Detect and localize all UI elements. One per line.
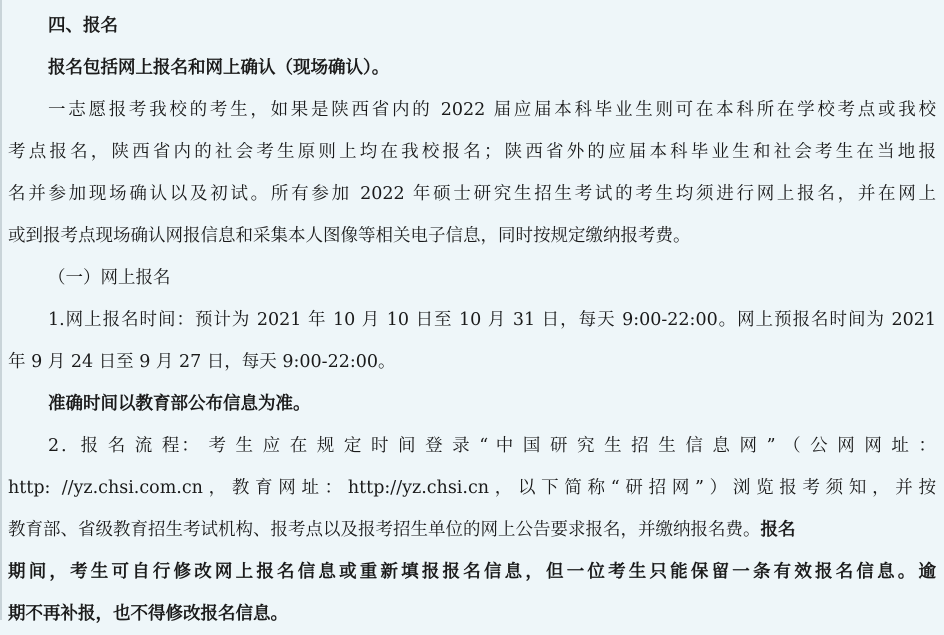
item-2-line-3 xyxy=(8,509,936,551)
item-2-line-3-normal: 教育部、省级教育招生考试机构、报考点以及报考招生单位的网上公告要求报名，并缴纳报名费。 xyxy=(8,520,761,540)
item-2-line-3-bold: 报名 xyxy=(760,520,796,540)
section-heading: 四、报名 xyxy=(48,16,118,36)
item-2-line-5: 期不再补报，也不得修改报名信息。 xyxy=(8,604,288,624)
paragraph-1-line-3: 名并参加现场确认以及初试。所有参加 2022 年硕士研究生招生考试的考生均须进行网上报名，并在网上 xyxy=(8,184,936,204)
item-2-line-1: 2．报 名 流 程： 考 生 应 在 规 定 时 间 登 录 “ 中 国 研 究 生 招 生 信 息 网 ” （ 公 网 网 址 ： xyxy=(48,436,936,456)
paragraph-1-line-2: 考点报名，陕西省内的社会考生原则上均在我校报名；陕西省外的应届本科毕业生和社会考生在当地报 xyxy=(8,142,936,162)
subheading-online-registration: （一）网上报名 xyxy=(48,268,171,288)
left-edge-border xyxy=(0,0,2,620)
note-bold-text: 准确时间以教育部公布信息为准。 xyxy=(48,394,311,414)
paragraph-1-line-4: 或到报考点现场确认网报信息和采集本人图像等相关电子信息，同时按规定缴纳报考费。 xyxy=(8,226,691,246)
paragraph-1-line-1: 一志愿报考我校的考生，如果是陕西省内的 2022 届应届本科毕业生则可在本科所在学校考点或我校 xyxy=(48,100,936,120)
item-2-line-4: 期间，考生可自行修改网上报名信息或重新填报报名信息，但一位考生只能保留一条有效报名信息。逾 xyxy=(8,562,936,582)
item-1-line-1: 1.网上报名时间：预计为 2021 年 10 月 10 日至 10 月 31 日，每天 9:00-22:00。网上预报名时间为 2021 xyxy=(48,310,936,330)
intro-bold-text: 报名包括网上报名和网上确认（现场确认）。 xyxy=(48,58,390,78)
item-2-line-2: http: //yz.chsi.com.cn，教育网址：http://yz.chsi.cn，以下简称“研招网”）浏览报考须知，并按 xyxy=(8,478,936,498)
item-1-line-2: 年 9 月 24 日至 9 月 27 日，每天 9:00-22:00。 xyxy=(8,352,396,372)
